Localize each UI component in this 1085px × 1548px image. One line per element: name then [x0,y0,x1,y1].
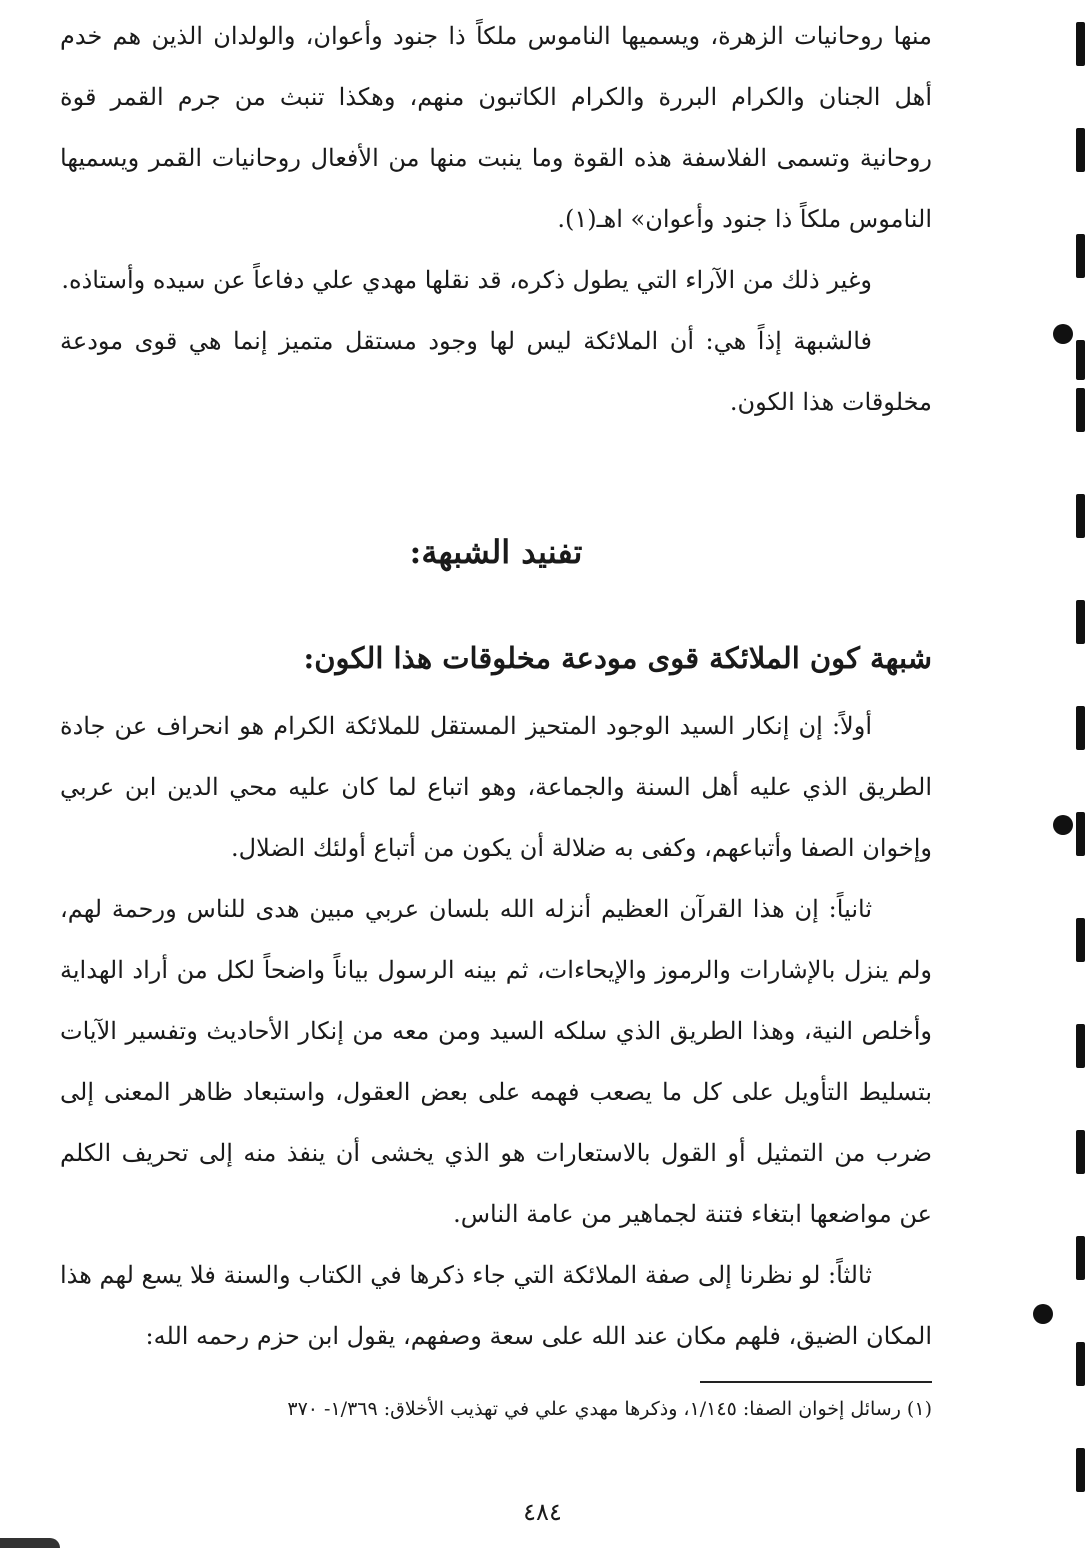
section-heading: تفنيد الشبهة: [409,533,583,571]
footnote-separator [700,1381,932,1383]
paragraph-first-point: أولاً: إن إنكار السيد الوجود المتحيز المستقل للملائكة الكرام هو انحراف عن جادة الطريق الذي عليه أهل السنة والجماعة، وهو اتباع لما كان عليه محي الدين ابن عربي وإخوان الصفا وأتباعهم، وكفى به ضلالة أن يكون من أتباع أولئك الضلال. [60,712,932,862]
paragraph-third-point: ثالثاً: لو نظرنا إلى صفة الملائكة التي جاء ذكرها في الكتاب والسنة فلا يسع لهم هذا المكان الضيق، فلهم مكان عند الله على سعة وصفهم، يقول ابن حزم رحمه الله: [60,1261,932,1350]
binding-bar [1076,1448,1085,1492]
binding-bar [1076,1342,1085,1386]
binding-bar [1076,1236,1085,1280]
binding-bar [1076,22,1085,66]
binding-hole [1053,324,1073,344]
paragraph-3: فالشبهة إذاً هي: أن الملائكة ليس لها وجود مستقل متميز إنما هي قوى مودعة مخلوقات هذا الكون. [60,327,932,416]
binding-bar [1076,600,1085,644]
binding-bar [1076,340,1085,380]
binding-bar [1076,234,1085,278]
binding-bar [1076,1024,1085,1068]
paragraph-1: منها روحانيات الزهرة، ويسميها الناموس ملكاً ذا جنود وأعوان، والولدان الذين هم خدم أهل الجنان والكرام البررة والكرام الكاتبون منهم، وهكذا تنبث من جرم القمر قوة روحانية وتسمى الفلاسفة هذه القوة وما ينبت منها من الأفعال روحانيات القمر ويسميها الناموس ملكاً ذا جنود وأعوان» اهـ(١). [60,22,932,233]
scan-smudge [0,1538,60,1548]
binding-bar [1076,1130,1085,1174]
binding-bar [1076,388,1085,432]
body-text-top [60,6,932,433]
page-number: ٤٨٤ [523,1498,562,1526]
binding-bar [1076,918,1085,962]
binding-bar [1076,812,1085,856]
binding-hole [1053,815,1073,835]
paragraph-second-point: ثانياً: إن هذا القرآن العظيم أنزله الله بلسان عربي مبين هدى للناس ورحمة لهم، ولم ينزل بالإشارات والرموز والإيحاءات، ثم بينه الرسول بياناً واضحاً لكل من أراد الهداية وأخلص النية، وهذا الطريق الذي سلكه السيد ومن معه من إنكار الأحاديث وتفسير الآيات بتسليط التأويل على كل ما يصعب فهمه على بعض العقول، واستبعاد ظاهر المعنى إلى ضرب من التمثيل أو القول بالاستعارات هو الذي يخشى أن ينفذ منه إلى تحريف الكلم عن مواضعها ابتغاء فتنة لجماهير من عامة الناس. [60,895,932,1228]
binding-bar [1076,494,1085,538]
binding-bar [1076,128,1085,172]
binding-bar [1076,706,1085,750]
footnote: (١) رسائل إخوان الصفا: ١/١٤٥، وذكرها مهدي علي في تهذيب الأخلاق: ١/٣٦٩- ٣٧٠ [287,1398,932,1420]
sub-heading: شبهة كون الملائكة قوى مودعة مخلوقات هذا الكون: [303,641,932,675]
binding-hole [1033,1304,1053,1324]
paragraph-2: وغير ذلك من الآراء التي يطول ذكره، قد نقلها مهدي علي دفاعاً عن سيده وأستاذه. [61,266,872,294]
body-text-bottom [60,696,932,1367]
